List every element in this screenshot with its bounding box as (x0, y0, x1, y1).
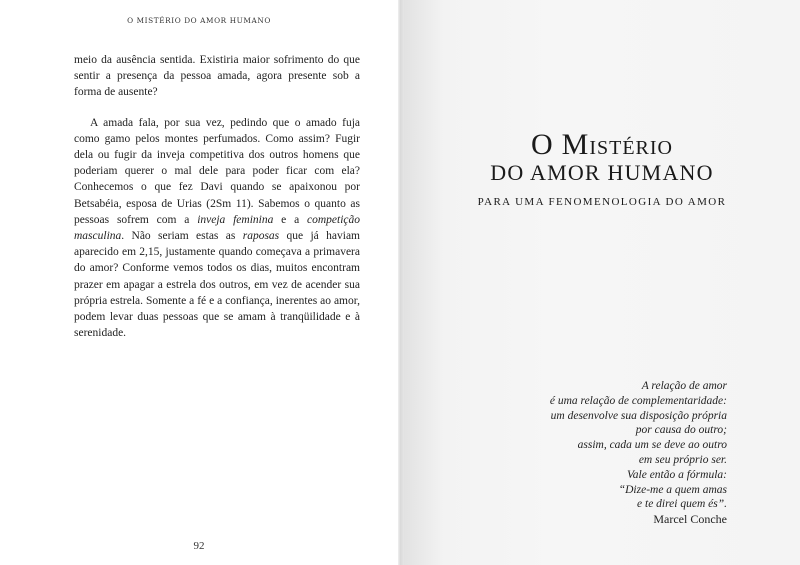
paragraph-2-part-4: que já haviam aparecido em 2,15, justamente quando começava a primavera do amor? Conforme vemos todos os dias, muitos encontram prazer em apagar a estrela dos outros, em vez de acender sua própria estrela. Somente a fé e a confiança, inerentes ao amor, podem levar duas pessoas que se amam à tranqüilidade e à serenidade. (74, 230, 360, 340)
title-line-2-text: DO AMOR HUMANO (490, 160, 714, 185)
paragraph-2-emphasis-3: raposas (242, 230, 280, 243)
subtitle-text: PARA UMA FENOMENOLOGIA DO AMOR (477, 196, 727, 208)
epigraph-line: é uma relação de complementaridade: (549, 394, 727, 407)
paragraph-1: meio da ausência sentida. Existiria maior sofrimento do que sentir a presença da pessoa amada, agora presente sob a forma de ausente? (74, 54, 360, 99)
paragraph-2-part-3: . Não seriam estas as (121, 230, 243, 243)
paragraph-2-emphasis-2: competição masculina (74, 213, 360, 243)
body-text (74, 52, 360, 341)
epigraph-line: “Dize-me a quem amas (618, 483, 727, 496)
book-title-line-2 (404, 160, 800, 186)
epigraph-line: A relação de amor (641, 380, 727, 392)
book-title-line-1: O MISTÉRIO (530, 128, 674, 161)
paragraph-2-emphasis-1: inveja feminina (197, 213, 274, 226)
book-subtitle (404, 196, 800, 208)
epigraph-line: um desenvolve sua disposição própria (550, 409, 727, 422)
epigraph-line: e te direi quem és”. (637, 498, 727, 511)
epigraph-line: Vale então a fórmula: (627, 468, 727, 481)
epigraph-line: por causa do outro; (635, 424, 727, 437)
paragraph-2-part-2: e a (273, 213, 307, 226)
paragraph-2-part-1: A amada fala, por sua vez, pedindo que o amado fuja como gamo pelos montes perfumados. Como assim? Fugir dela ou fugir da inveja competitiva dos outros homens que poderiam querer o mal dele para poder ficar com ela? Conhecemos o que fez Davi quando se apaixonou por Betsabéia, esposa de Urias (2Sm 11). Sabemos o quanto as pessoas sofrem com a (74, 116, 360, 226)
epigraph (520, 379, 727, 512)
epigraph-line: assim, cada um se deve ao outro (577, 439, 727, 452)
epigraph-line: em seu próprio ser. (638, 453, 727, 466)
running-head: O MISTÉRIO DO AMOR HUMANO (127, 16, 271, 25)
paragraph-2 (74, 115, 360, 342)
epigraph-author: Marcel Conche (653, 512, 727, 526)
page-number: 92 (193, 540, 205, 552)
